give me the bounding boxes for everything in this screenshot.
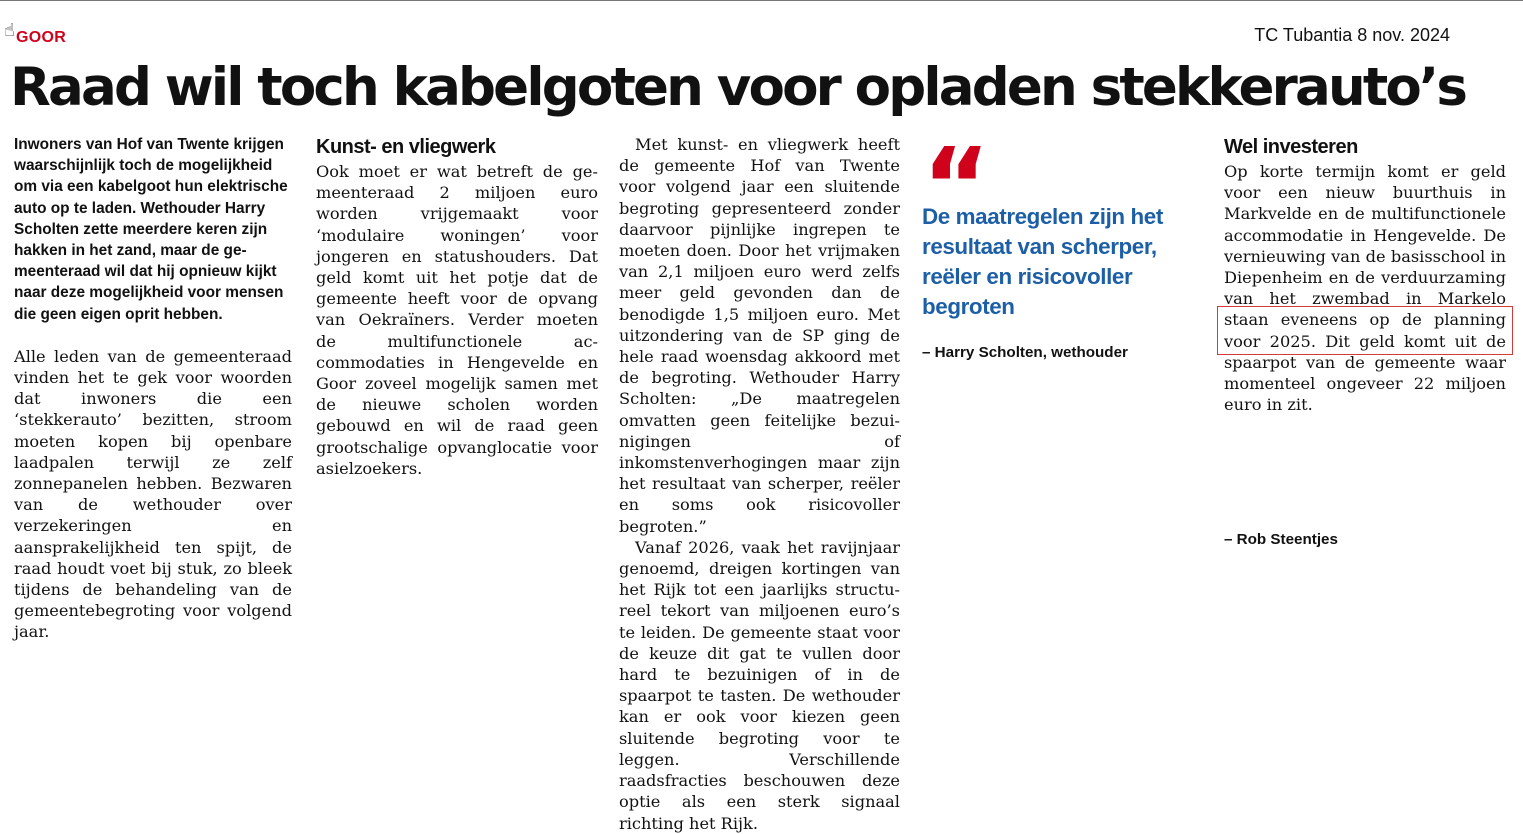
article-flow-3 (619, 134, 900, 834)
headline: Raad wil toch kabelgoten voor opladen stekkerauto’s (10, 57, 1466, 118)
pull-quote: De maatregelen zijn het resultaat van scherper, reëler en risicovoller begroten (922, 204, 1163, 319)
article-column-5 (1224, 134, 1506, 554)
body-paragraph-3: Met kunst- en vliegwerk heeft de gemeente Hof van Twente voor volgend jaar een sluitende begroting gepresenteerd zonder daarvoor pijnlijke ingrepen te moeten doen. Door het vrijmaken van 2,1 miljoen euro werd zelfs meer geld gevonden dan de benodigde 1,5 miljoen euro. Met uitzondering van de SP ging de hele raad woensdag akkoord met de begroting. Wethouder Harry Scholten: „De maatregelen omvatten geen feitelijke bezuinigingen of inkomstenverhogingen maar zijn het resultaat van scherper, reëler en soms ook risicovoller begroten.” (619, 135, 900, 536)
byline: – Rob Steentjes (1224, 531, 1338, 548)
top-rule (0, 0, 1523, 1)
intro-paragraph: Inwoners van Hof van Twente krijgen waarschijnlijk toch de mogelijkheid om via een kabelgoot hun elektrische auto op te laden. Wethouder Harry Scholten zette meerdere keren zijn hakken in het zand, maar de gemeenteraad wil dat hij opnieuw kijkt naar deze mogelijkheid voor mensen die geen eigen oprit hebben. (14, 136, 288, 323)
article-column-2 (316, 134, 598, 554)
body-paragraph-4: Vanaf 2026, vaak het ravijnjaar genoemd, dreigen kortingen van het Rijk tot een jaarlijks structureel tekort van miljoenen euro’s te leiden. De gemeente staat voor de keuze dit gat te vullen door hard te bezuinigen of in de spaarpot te tasten. De wethouder kan er ook voor kiezen geen sluitende begroting voor te leggen. Verschillende raadsfracties beschouwen deze optie als een sterk signaal richting het Rijk. (619, 537, 900, 833)
article-column-1 (14, 134, 292, 642)
article-flow-2 (316, 134, 598, 479)
source-line: TC Tubantia 8 nov. 2024 (1254, 25, 1450, 45)
article-column-4 (922, 125, 1204, 554)
pull-quote-attribution: – Harry Scholten, wethouder (922, 344, 1128, 361)
body-paragraph-2: Ook moet er wat betreft de gemeenteraad 2 miljoen euro worden vrijgemaakt voor ‘modulaire woningen’ voor jongeren en statushouders. Dat geld komt uit het potje dat de gemeente heeft voor de opvang van Oekraïners. Verder moeten de multifunctionele accommodaties in Hengevelde en Goor zoveel mogelijk samen met de nieuwe scholen worden gebouwd en wil de raad geen grootschalige opvanglocatie voor asielzoekers. (316, 162, 598, 478)
article-flow-1 (14, 134, 292, 643)
body-paragraph-5: Op korte termijn komt er geld voor een nieuw buurthuis in Markvelde en de multifunctionele accommodatie in Hengevelde. De vernieuwing van de basisschool in Diepenheim en de verduurzaming van het zwembad in Markelo staan eveneens op de planning voor 2025. Dit geld komt uit de spaarpot van de gemeente waar momenteel ongeveer 22 miljoen euro in zit. (1224, 162, 1506, 415)
section-label: GOOR (16, 29, 67, 46)
hand-cursor-icon: ☝ (4, 20, 15, 41)
article-column-3 (619, 134, 900, 833)
subhead-kunst-en-vliegwerk: Kunst- en vliegwerk (316, 136, 496, 158)
quote-mark-icon: “ (922, 125, 985, 247)
subhead-wel-investeren: Wel investeren (1224, 136, 1358, 158)
body-paragraph-1: Alle leden van de gemeenteraad vinden het te gek voor woorden dat inwoners die een ‘stekkerauto’ bezitten, stroom moeten kopen bij openbare laadpalen terwijl ze zelf zonnepanelen hebben. Bezwaren van de wethouder over verzekeringen en aansprakelijkheid ten spijt, de raad houdt voet bij stuk, zo bleek tijdens de behandeling van de gemeentebegroting voor volgend jaar. (14, 346, 292, 642)
